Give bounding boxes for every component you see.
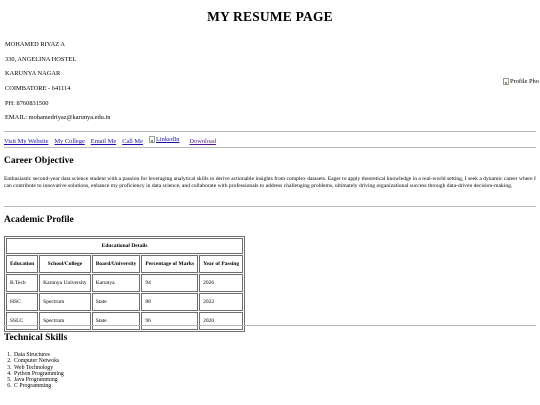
links-bar xyxy=(4,136,222,145)
column-header: Percentage of Marks xyxy=(141,255,198,273)
list-item: 6. C Programming xyxy=(13,383,64,389)
profile-photo xyxy=(503,78,539,85)
table-row xyxy=(6,274,243,292)
divider xyxy=(4,131,536,132)
divider xyxy=(4,206,536,207)
linkedin-link[interactable] xyxy=(149,136,179,143)
divider xyxy=(4,147,536,148)
skills-list xyxy=(4,352,64,390)
table-cell: 96 xyxy=(141,312,198,330)
table-cell: 2022 xyxy=(199,293,243,311)
page-title: MY RESUME PAGE xyxy=(207,9,333,24)
table-cell: 2026 xyxy=(199,274,243,292)
column-header: Education xyxy=(6,255,38,273)
table-cell: 88 xyxy=(141,293,198,311)
divider xyxy=(4,325,536,326)
contact-address-line-1: 330, ANGELINA HOSTEL xyxy=(5,55,77,63)
visit-website-link[interactable]: Visit My Website xyxy=(4,138,49,145)
table-cell: 94 xyxy=(141,274,198,292)
profile-photo-alt: Profile Pho xyxy=(510,78,539,85)
education-table-caption: Educational Details xyxy=(6,238,243,254)
list-item: 4. Python Programming xyxy=(13,371,64,377)
contact-block xyxy=(5,41,110,129)
call-link[interactable]: Call Me xyxy=(122,138,143,145)
contact-address-line-2: KARUNYA NAGAR xyxy=(5,70,61,78)
career-objective-heading: Career Objective xyxy=(4,156,74,166)
career-objective-text: Enthusiastic second-year data science student with a passion for leveraging analytical skills to derive actionable insights from complex datasets. Eager to apply theoretical knowledge in a real-world setting, I seek a dynamic career where I can contribute to innovative solutions, enhance my proficiency in data science, and collaborate with professionals to address challenging problems, ultimately driving organizational success through data-driven decision-making. xyxy=(4,176,536,189)
list-item: 5. Java Programming xyxy=(13,377,64,383)
list-item: 3. Web Technology xyxy=(13,365,64,371)
column-header: Board/University xyxy=(92,255,141,273)
table-row xyxy=(6,312,243,330)
table-row xyxy=(6,293,243,311)
linkedin-link-label: LinkedIn xyxy=(155,136,180,143)
table-cell: Karunya University xyxy=(39,274,91,292)
list-item: 1. Data Structures xyxy=(13,352,64,358)
technical-skills-heading: Technical Skills xyxy=(4,333,68,343)
table-cell: State xyxy=(92,312,141,330)
contact-city: COIMBATORE - 641114 xyxy=(5,85,71,93)
column-header: School/College xyxy=(39,255,91,273)
list-item: 2. Computer Netwoks xyxy=(13,358,64,364)
education-table xyxy=(4,236,245,332)
linkedin-icon xyxy=(149,136,155,143)
column-header: Year of Passing xyxy=(199,255,243,273)
table-cell: SSLC xyxy=(6,312,38,330)
contact-phone: PH: 8760831500 xyxy=(5,99,49,107)
download-link[interactable]: Download xyxy=(189,138,217,145)
academic-profile-heading: Academic Profile xyxy=(4,215,74,225)
contact-email: EMAIL: mohamedriyaz@karunya.edu.in xyxy=(5,114,111,122)
table-cell: B.Tech xyxy=(6,274,38,292)
table-cell: HSC xyxy=(6,293,38,311)
college-link[interactable]: My College xyxy=(54,138,85,145)
table-cell: State xyxy=(92,293,141,311)
email-link[interactable]: Email Me xyxy=(90,138,117,145)
table-cell: Spectrum xyxy=(39,312,91,330)
table-cell: Karunya xyxy=(92,274,141,292)
contact-name: MOHAMED RIYAZ A xyxy=(5,41,66,48)
broken-image-icon xyxy=(503,78,509,85)
table-header-row xyxy=(6,255,243,273)
table-cell: 2020 xyxy=(199,312,243,330)
table-cell: Spectrum xyxy=(39,293,91,311)
